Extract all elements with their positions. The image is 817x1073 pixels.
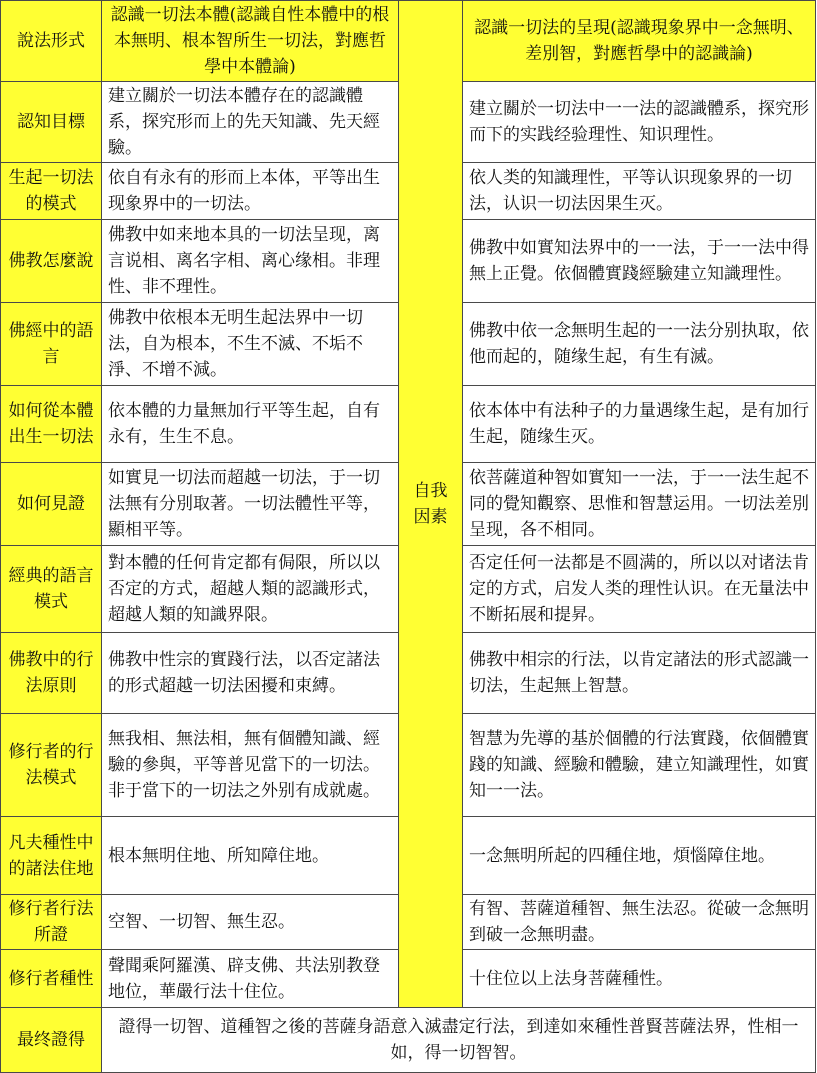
row-label: 修行者行法所證 <box>1 895 102 950</box>
header-epistemology: 認識一切法的呈現(認識現象界中一念無明、差別智，對應哲學中的認識論) <box>463 1 816 82</box>
row-left-text: 佛教中如来地本具的一切法呈现，离言说相、离名字相、离心缘相。非理性、非不理性。 <box>102 220 399 303</box>
middle-column <box>399 1 463 1008</box>
middle-label: 自我因素 <box>413 481 448 527</box>
row-right-text: 佛教中相宗的行法，以肯定諸法的形式認識一切法，生起無上智慧。 <box>463 633 816 714</box>
row-right-text: 十住位以上法身菩薩種性。 <box>463 950 816 1008</box>
row-left-text: 對本體的任何肯定都有侷限，所以以否定的方式，超越人類的認識形式，超越人類的知識界限。 <box>102 546 399 633</box>
row-left-text: 佛教中性宗的實踐行法，以否定諸法的形式超越一切法困擾和束縛。 <box>102 633 399 714</box>
row-left-text: 佛教中依根本无明生起法界中一切法，自为根本，不生不滅、不垢不淨、不增不減。 <box>102 303 399 386</box>
row-right-text: 有智、菩薩道種智、無生法忍。從破一念無明到破一念無明盡。 <box>463 895 816 950</box>
row-label: 凡夫種性中的諸法住地 <box>1 817 102 895</box>
row-label: 認知目標 <box>1 82 102 163</box>
header-ontology: 認識一切法本體(認識自性本體中的根本無明、根本智所生一切法，對應哲學中本體論) <box>102 1 399 82</box>
row-left-text: 依本體的力量無加行平等生起，自有永有，生生不息。 <box>102 386 399 463</box>
row-label: 經典的語言模式 <box>1 546 102 633</box>
header-form-label: 說法形式 <box>1 1 102 82</box>
row-label: 修行者種性 <box>1 950 102 1008</box>
row-label: 佛經中的語言 <box>1 303 102 386</box>
row-right-text: 依本体中有法种子的力量遇缘生起，是有加行生起，随缘生灭。 <box>463 386 816 463</box>
row-label: 如何從本體出生一切法 <box>1 386 102 463</box>
row-right-text: 佛教中依一念無明生起的一一法分别执取，依他而起的，随缘生起，有生有滅。 <box>463 303 816 386</box>
header-row <box>1 1 816 82</box>
row-right-text: 依菩薩道种智如實知一一法，于一一法生起不同的覺知觀察、思惟和智慧运用。一切法差別呈现，各不相同。 <box>463 463 816 546</box>
row-right-text: 智慧为先導的基於個體的行法實踐，依個體實踐的知識、經驗和體驗，建立知識理性，如實知一一法。 <box>463 714 816 817</box>
row-left-text: 聲聞乘阿羅漢、辟支佛、共法别教登地位，華嚴行法十住位。 <box>102 950 399 1008</box>
row-right-text: 建立關於一切法中一一法的認識體系，探究形而下的实践经验理性、知识理性。 <box>463 82 816 163</box>
row-right-text: 依人类的知識理性，平等认识现象界的一切法，认识一切法因果生灭。 <box>463 163 816 220</box>
row-left-text: 無我相、無法相，無有個體知識、經驗的參與，平等普见當下的一切法。非于當下的一切法之外别有成就處。 <box>102 714 399 817</box>
row-left-text: 根本無明住地、所知障住地。 <box>102 817 399 895</box>
final-text: 證得一切智、道種智之後的菩薩身語意入滅盡定行法，到達如來種性普賢菩薩法界，性相一如，得一切智智。 <box>102 1008 816 1073</box>
final-label: 最终證得 <box>1 1008 102 1073</box>
row-right-text: 一念無明所起的四種住地，煩惱障住地。 <box>463 817 816 895</box>
row-label: 生起一切法的模式 <box>1 163 102 220</box>
final-row <box>1 1008 816 1073</box>
row-label: 佛教中的行法原則 <box>1 633 102 714</box>
row-right-text: 佛教中如實知法界中的一一法，于一一法中得無上正覺。依個體實踐經驗建立知識理性。 <box>463 220 816 303</box>
row-left-text: 建立關於一切法本體存在的認識體系，探究形而上的先天知識、先天經驗。 <box>102 82 399 163</box>
row-left-text: 如實見一切法而超越一切法，于一切法無有分別取著。一切法體性平等，顯相平等。 <box>102 463 399 546</box>
row-label: 佛教怎麼說 <box>1 220 102 303</box>
row-left-text: 空智、一切智、無生忍。 <box>102 895 399 950</box>
row-right-text: 否定任何一法都是不圆满的，所以以对诸法肯定的方式，启发人类的理性认识。在无量法中不断拓展和提昇。 <box>463 546 816 633</box>
row-label: 如何見證 <box>1 463 102 546</box>
row-left-text: 依自有永有的形而上本体，平等出生现象界中的一切法。 <box>102 163 399 220</box>
row-label: 修行者的行法模式 <box>1 714 102 817</box>
